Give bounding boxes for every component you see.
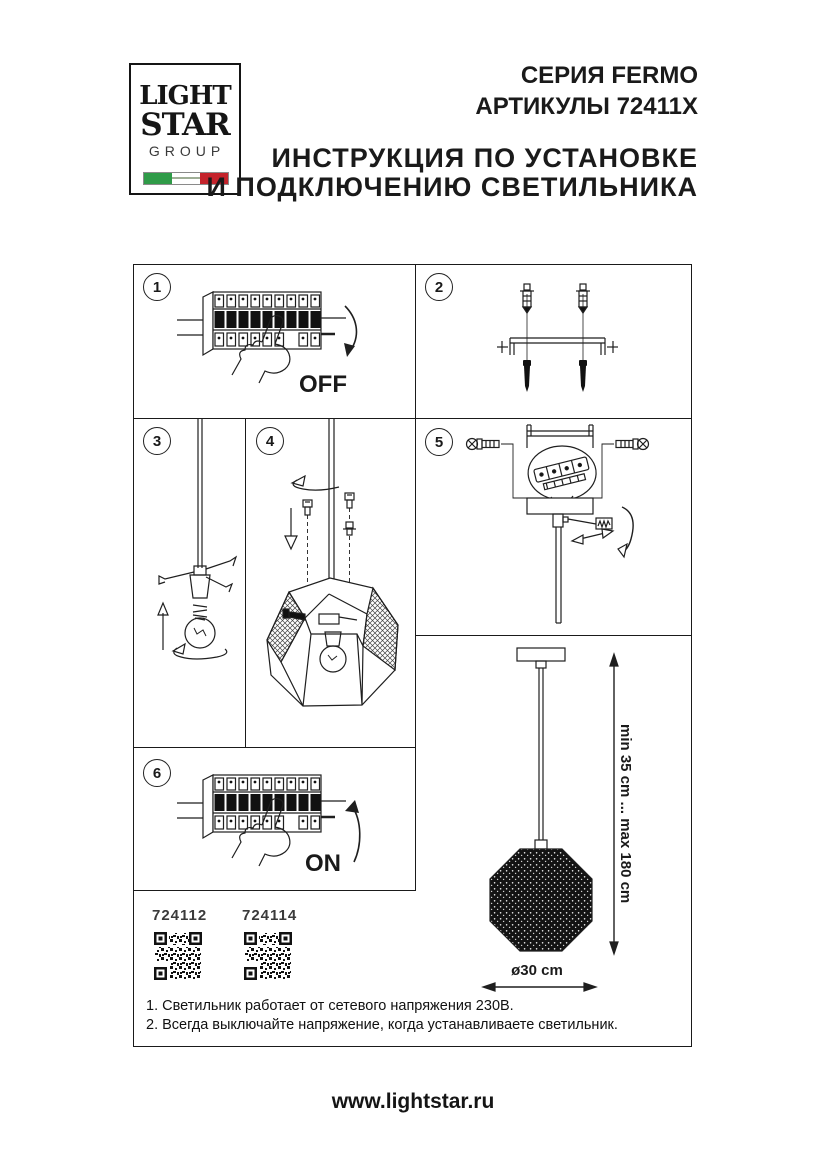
- step-6-breaker-on-diagram: [133, 747, 415, 890]
- screw-icon: [579, 360, 587, 392]
- height-dimension-label: min 35 cm ... max 180 cm: [617, 724, 634, 904]
- rotate-arrow-icon: [618, 507, 633, 557]
- step-5-number: 5: [425, 428, 453, 456]
- double-arrow-icon: [572, 529, 613, 544]
- screw-icon: [343, 493, 356, 590]
- step-1-breaker-off-diagram: [133, 264, 415, 418]
- light-bulb-icon: [185, 605, 215, 648]
- instruction-title: [207, 144, 698, 202]
- canopy-icon: [527, 498, 593, 514]
- diameter-dimension-label: ø30 cm: [511, 962, 563, 979]
- mounting-bar-icon: [527, 425, 593, 448]
- step-2-bracket-kit-diagram: [415, 264, 690, 418]
- rotate-arrow-icon: [292, 476, 339, 490]
- step-3-number: 3: [143, 427, 171, 455]
- on-label: ON: [305, 850, 341, 877]
- note-line-1: 1. Светильник работает от сетевого напряжения 230В.: [146, 998, 514, 1014]
- step-2-number: 2: [425, 273, 453, 301]
- logo-group-text: GROUP: [148, 143, 226, 159]
- articles-title: АРТИКУЛЫ 72411X: [475, 93, 698, 120]
- step-4-shade-diagram: [245, 418, 415, 747]
- pendant-overview-diagram: [415, 635, 690, 1045]
- step-5-canopy-diagram: [415, 418, 690, 635]
- geometric-shade-icon: [267, 578, 398, 706]
- qr-code-724114: [242, 930, 294, 982]
- screw-icon: [467, 439, 500, 450]
- step-3-bulb-diagram: [133, 418, 245, 747]
- instruction-title-line2: И ПОДКЛЮЧЕНИЮ СВЕТИЛЬНИКА: [206, 172, 698, 202]
- arrow-down-icon: [285, 508, 297, 549]
- screw-icon: [303, 500, 312, 586]
- mounting-bar-icon: [497, 338, 618, 355]
- rod-icon: [556, 527, 561, 623]
- instruction-title-line1: ИНСТРУКЦИЯ ПО УСТАНОВКЕ: [271, 143, 698, 173]
- series-title: СЕРИЯ FERMO: [520, 62, 698, 89]
- website-url: www.lightstar.ru: [331, 1090, 495, 1113]
- safety-notes: [146, 997, 686, 1035]
- logo-light-text: LIGHT: [139, 81, 231, 111]
- ceiling-plate-icon: [517, 648, 565, 661]
- arrow-down-curve-icon: [345, 306, 356, 348]
- diameter-dimension-arrow: [483, 983, 596, 991]
- screw-icon: [523, 360, 531, 392]
- product-code-2: 724114: [242, 907, 298, 924]
- off-label: OFF: [299, 371, 347, 398]
- product-code-1: 724112: [152, 907, 208, 924]
- step-6-number: 6: [143, 759, 171, 787]
- logo-star-text: STAR: [140, 107, 230, 143]
- step-4-number: 4: [256, 427, 284, 455]
- arrow-up-curve-icon: [352, 806, 360, 862]
- screw-icon: [616, 439, 649, 450]
- rotate-arrow-icon: [173, 644, 227, 659]
- qr-code-724112: [152, 930, 204, 982]
- step-1-number: 1: [143, 273, 171, 301]
- note-line-2: 2. Всегда выключайте напряжение, когда устанавливаете светильник.: [146, 1017, 618, 1033]
- arrow-up-icon: [158, 603, 168, 650]
- spring-pin-icon: [596, 518, 612, 529]
- octagon-shade-icon: [490, 849, 592, 951]
